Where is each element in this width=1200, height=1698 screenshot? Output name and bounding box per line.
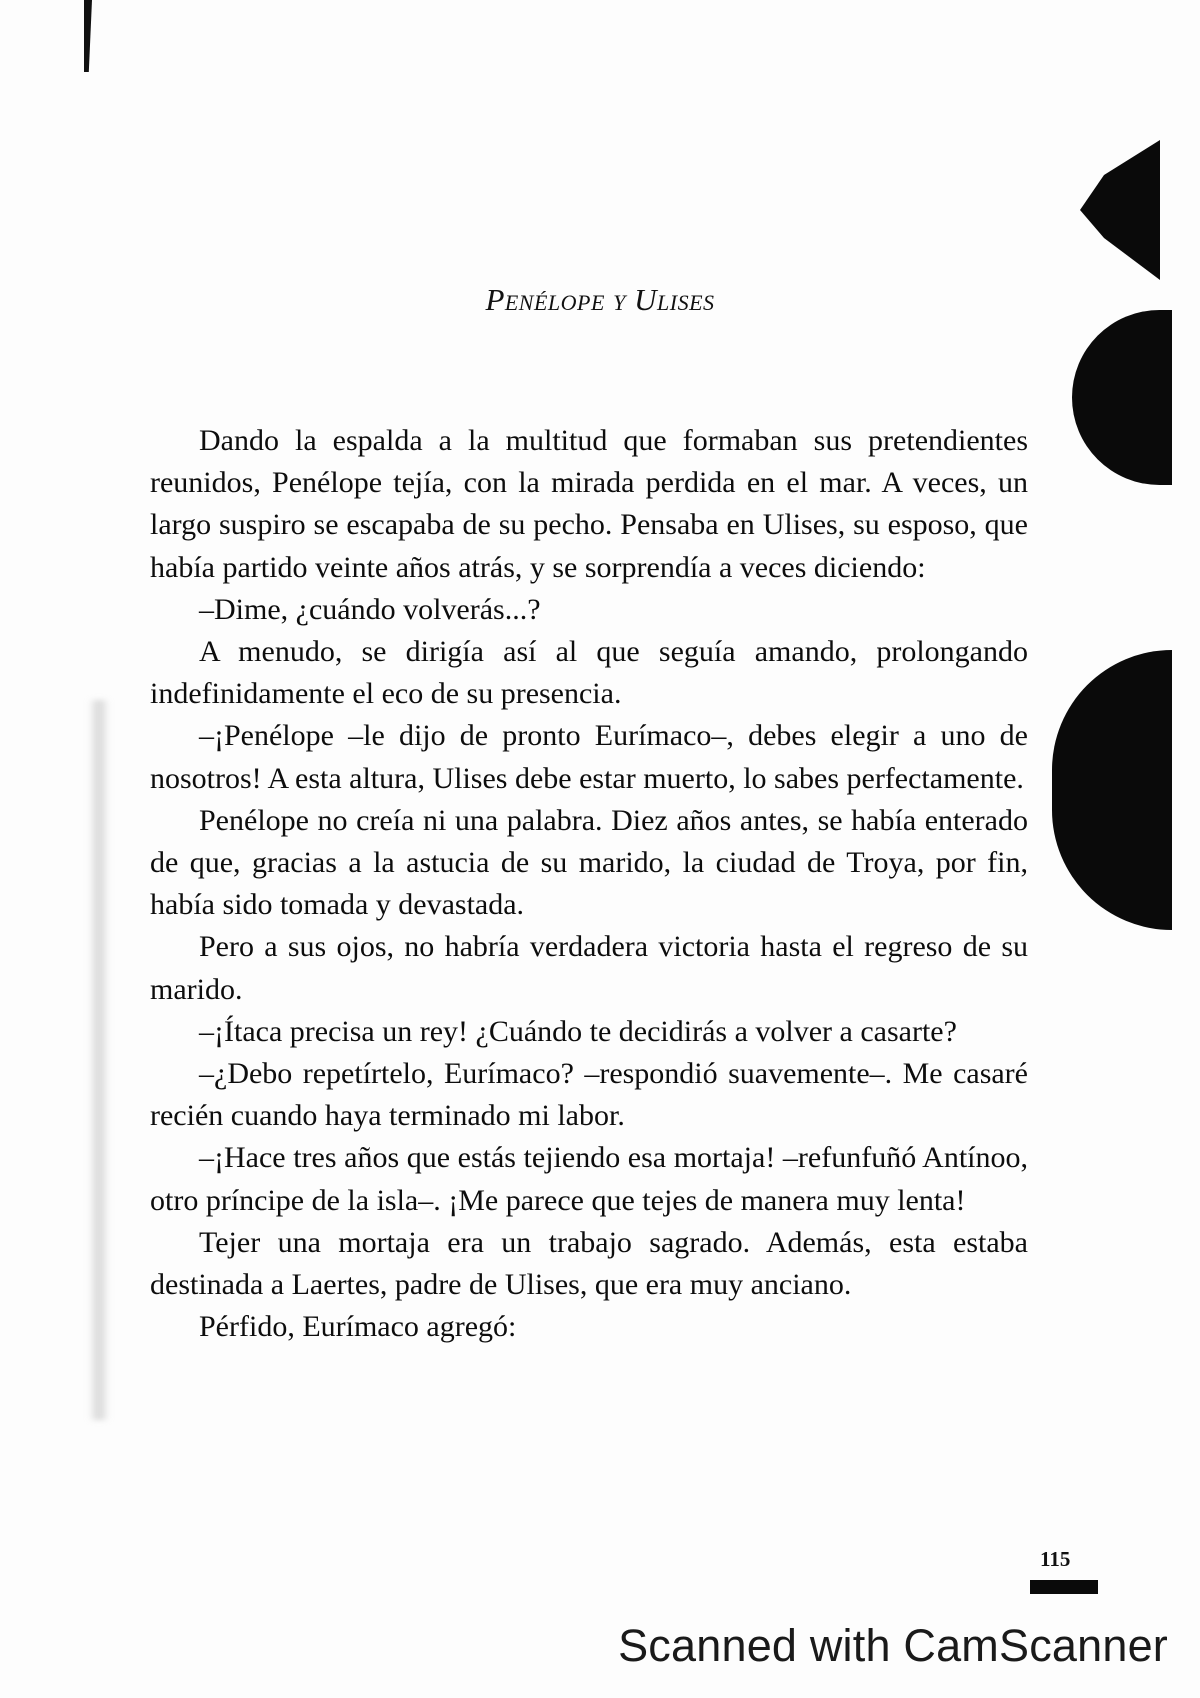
page-number: 115 [1040, 1547, 1071, 1571]
paragraph: A menudo, se dirigía así al que seguía amando, prolongando indefinidamente el eco de su presencia. [150, 635, 1028, 711]
paragraph: Tejer una mortaja era un trabajo sagrado. Además, esta estaba destinada a Laertes, padre de Ulises, que era muy anciano. [150, 1225, 1028, 1302]
page-number-bar [1030, 1580, 1098, 1594]
paragraph: –¿Debo repetírtelo, Eurímaco? –respondió suavemente–. Me casaré recién cuando haya terminado mi labor. [150, 1057, 1028, 1133]
scanner-watermark: Scanned with CamScanner [618, 1620, 1168, 1671]
paragraph: –Dime, ¿cuándo volverás...? [199, 592, 541, 626]
chapter-title: Penélope y Ulises [485, 282, 715, 317]
finger-shadow-top [1080, 140, 1160, 280]
paragraph: –¡Ítaca precisa un rey! ¿Cuándo te decidirás a volver a casarte? [199, 1014, 957, 1048]
paragraph: –¡Hace tres años que estás tejiendo esa mortaja! –refunfuñó Antínoo, otro príncipe de la isla–. ¡Me parece que tejes de manera muy lenta! [150, 1141, 1028, 1217]
finger-shadow-middle [1052, 650, 1172, 930]
paragraph: Pérfido, Eurímaco agregó: [199, 1310, 517, 1344]
paragraph: Penélope no creía ni una palabra. Diez años antes, se había enterado de que, gracias a la astucia de su marido, la ciudad de Troya, por fin, había sido tomada y devastada. [150, 803, 1028, 922]
paragraph: Dando la espalda a la multitud que formaban sus pretendientes reunidos, Penélope tejía, con la mirada perdida en el mar. A veces, un largo suspiro se escapaba de su pecho. Pensaba en Ulises, su esposo, que había partido veinte años atrás, y se sorprendía a veces diciendo: [150, 424, 1028, 584]
paragraph: Pero a sus ojos, no habría verdadera victoria hasta el regreso de su marido. [150, 930, 1028, 1006]
paragraph: –¡Penélope –le dijo de pronto Eurímaco–, debes elegir a uno de nosotros! A esta altura, Ulises debe estar muerto, lo sabes perfectamente. [150, 719, 1028, 795]
body-text [150, 420, 1028, 1348]
corner-mark [84, 0, 92, 72]
page-gutter-shadow [88, 700, 110, 1420]
finger-shadow-upper [1072, 310, 1172, 485]
